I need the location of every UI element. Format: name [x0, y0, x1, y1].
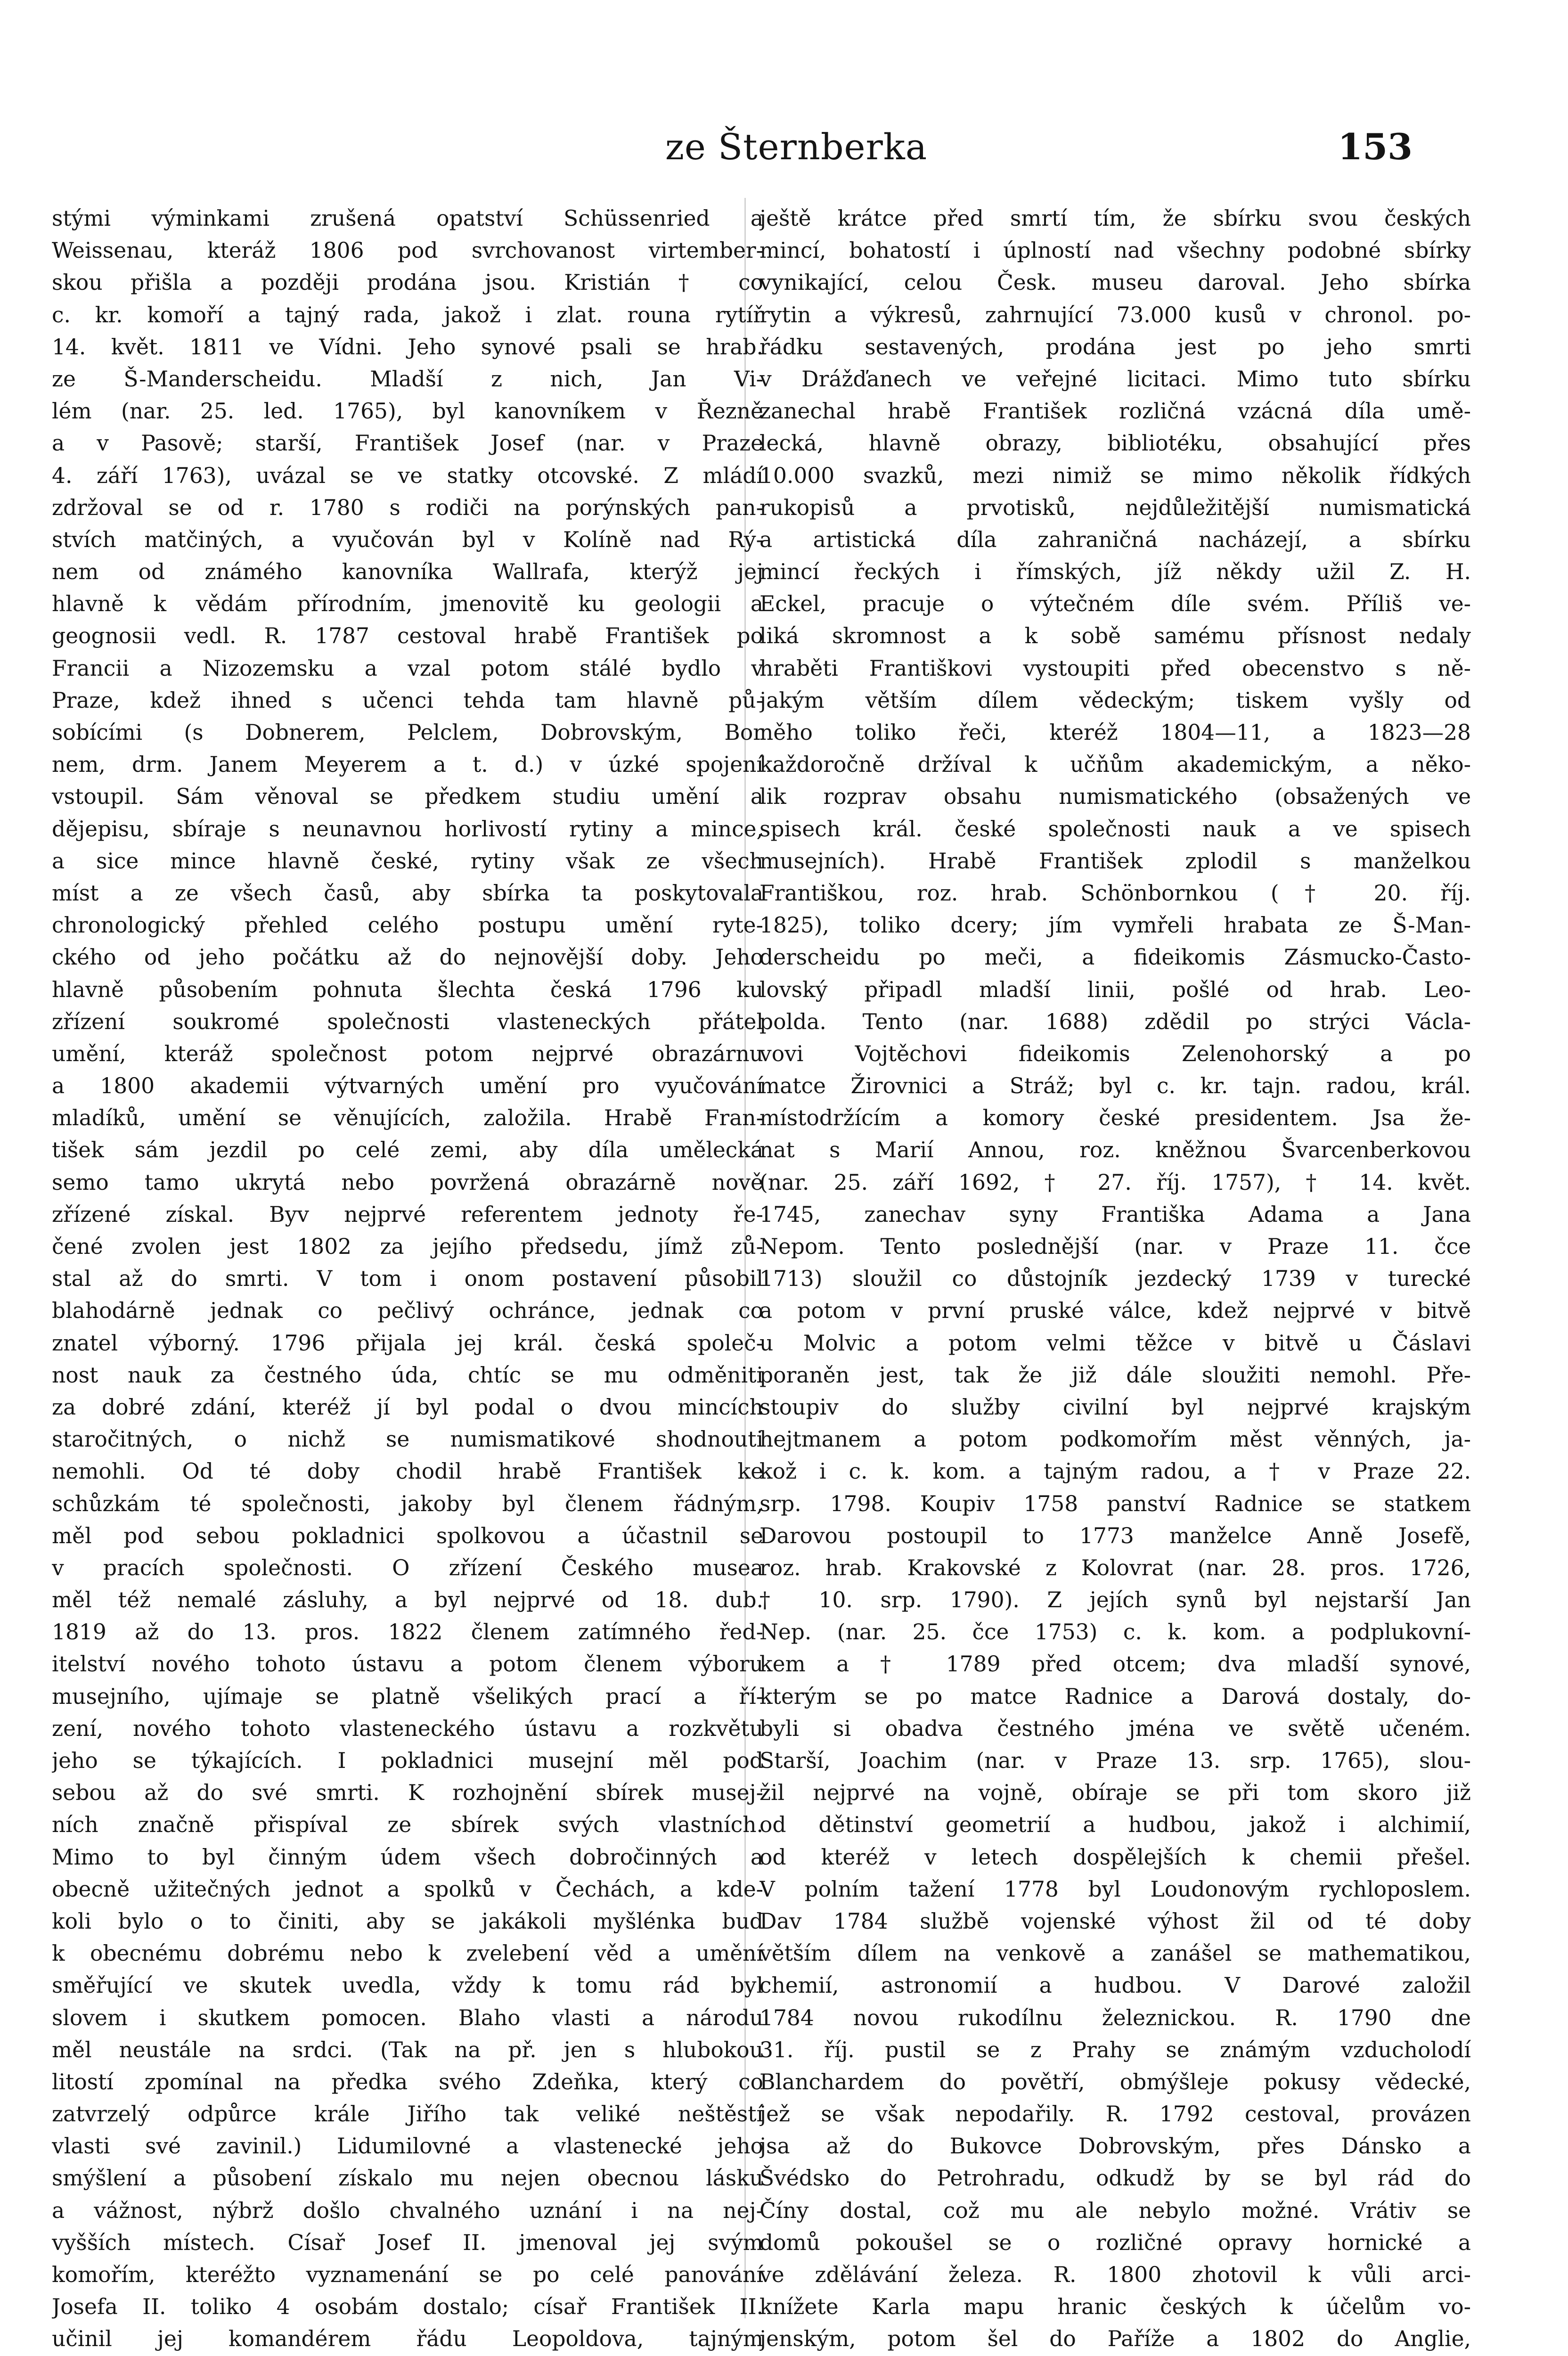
text-line: umění, kteráž společnost potom nejprvé obrazárnu — [52, 1041, 763, 1066]
text-line: jakým větším dílem vědeckým; tiskem vyšly od — [760, 687, 1471, 713]
text-line: měl pod sebou pokladnici spolkovou a účastnil se — [52, 1523, 763, 1548]
text-line: 10.000 svazků, mezi nimiž se mimo několik řídkých — [760, 463, 1471, 488]
text-line: litostí zpomínal na předka svého Zdeňka, který co — [52, 2069, 763, 2094]
text-line: Starší, Joachim (nar. v Praze 13. srp. 1765), slou- — [760, 1748, 1471, 1773]
text-line: stvích matčiných, a vyučován byl v Kolíně nad Rý- — [52, 527, 763, 552]
text-line: v Drážďanech ve veřejné licitaci. Mimo tuto sbírku — [760, 366, 1471, 392]
text-line: Weissenau, kteráž 1806 pod svrchovanost virtember- — [52, 238, 763, 263]
text-line: nem od známého kanovníka Wallrafa, kterýž jej — [52, 559, 763, 585]
text-line: a 1800 akademii výtvarných umění pro vyučování — [52, 1073, 763, 1099]
text-line: směřující ve skutek uvedla, vždy k tomu rád byl — [52, 1973, 763, 1998]
text-line: stal až do smrti. V tom i onom postavení působil — [52, 1266, 763, 1292]
text-line: nem, drm. Janem Meyerem a t. d.) v úzké spojení — [52, 752, 763, 777]
text-line: zení, nového tohoto vlasteneckého ústavu a rozkvětu — [52, 1716, 763, 1741]
text-line: zanechal hrabě František rozličná vzácná díla umě- — [760, 399, 1471, 424]
text-line: mincí řeckých i římských, jíž někdy užil Z. H. — [760, 559, 1471, 585]
text-line: mincí, bohatostí i úplností nad všechny podobné sbírky — [760, 238, 1471, 263]
text-line: chemií, astronomií a hudbou. V Darové založil — [760, 1973, 1471, 1998]
text-line: jeho se týkajících. I pokladnici musejní měl pod — [52, 1748, 763, 1773]
text-line: k obecnému dobrému nebo k zvelebení věd a umění — [52, 1941, 763, 1966]
text-line: kož i c. k. kom. a tajným radou, a † v Praze 22. — [760, 1459, 1471, 1484]
text-line: 4. září 1763), uvázal se ve statky otcovské. Z mládí — [52, 463, 763, 488]
text-line: řádku sestavených, prodána jest po jeho smrti — [760, 334, 1471, 360]
text-line: učinil jej komandérem řádu Leopoldova, tajným — [52, 2326, 763, 2352]
text-line: chronologický přehled celého postupu umění ryte- — [52, 913, 763, 938]
text-line: Praze, kdež ihned s učenci tehda tam hlavně pů- — [52, 687, 763, 713]
running-head: ze Šternberka — [665, 126, 928, 168]
text-line: 1825), toliko dcery; jím vymřeli hrabata ze Š-Man- — [760, 913, 1471, 938]
text-line: ckého od jeho počátku až do nejnovější doby. Jeho — [52, 945, 763, 970]
text-line: V polním tažení 1778 byl Loudonovým rychloposlem. — [760, 1876, 1471, 1902]
text-line: znatel výborný. 1796 přijala jej král. česká společ- — [52, 1330, 763, 1356]
text-line: poraněn jest, tak že již dále sloužiti nemohl. Pře- — [760, 1362, 1471, 1388]
text-line: geognosii vedl. R. 1787 cestoval hrabě František po — [52, 623, 763, 649]
text-line: vlasti své zavinil.) Lidumilovné a vlastenecké jeho — [52, 2134, 763, 2159]
text-line: dějepisu, sbíraje s neunavnou horlivostí rytiny a mince, — [52, 816, 763, 842]
text-line: Františkou, roz. hrab. Schönbornkou († 20. říj. — [760, 880, 1471, 906]
text-line: měl neustále na srdci. (Tak na př. jen s hlubokou — [52, 2037, 763, 2062]
text-line: ze Š-Manderscheidu. Mladší z nich, Jan Vi- — [52, 366, 763, 392]
text-line: lém (nar. 25. led. 1765), byl kanovníkem v Řezně — [52, 399, 763, 424]
text-line: zatvrzelý odpůrce krále Jiřího tak veliké neštěstí — [52, 2102, 763, 2127]
text-line: musejního, ujímaje se platně všelikých prací a ří- — [52, 1684, 763, 1709]
text-line: hejtmanem a potom podkomořím měst věnných, ja- — [760, 1427, 1471, 1452]
text-line: musejních). Hrabě František zplodil s manželkou — [760, 848, 1471, 874]
text-line: měl též nemalé zásluhy, a byl nejprvé od 18. dub. — [52, 1587, 763, 1613]
text-line: zdržoval se od r. 1780 s rodiči na porýnských pan- — [52, 495, 763, 520]
text-line: v pracích společnosti. O zřízení Českého musea — [52, 1555, 763, 1580]
text-line: Nepom. Tento poslednější (nar. v Praze 11. čce — [760, 1234, 1471, 1259]
text-line: a sice mince hlavně české, rytiny však ze všech — [52, 848, 763, 874]
text-line: jenským, potom šel do Paříže a 1802 do Anglie, — [760, 2326, 1471, 2352]
text-line: knížete Karla mapu hranic českých k účelům vo- — [760, 2294, 1471, 2320]
text-line: a potom v první pruské válce, kdež nejprvé v bitvě — [760, 1298, 1471, 1324]
text-line: za dobré zdání, kteréž jí byl podal o dvou mincích — [52, 1394, 763, 1420]
text-line: derscheidu po meči, a fideikomis Zásmucko-Často- — [760, 945, 1471, 970]
text-line: jsa až do Bukovce Dobrovským, přes Dánsko a — [760, 2134, 1471, 2159]
text-line: (nar. 25. září 1692, † 27. říj. 1757), † 14. květ. — [760, 1170, 1471, 1195]
text-line: stými výminkami zrušená opatství Schüssenried a — [52, 206, 763, 231]
text-line: od dětinství geometrií a hudbou, jakož i alchimií, — [760, 1812, 1471, 1838]
text-line: lik rozprav obsahu numismatického (obsažených ve — [760, 784, 1471, 810]
text-line: Nep. (nar. 25. čce 1753) c. k. kom. a podplukovní- — [760, 1620, 1471, 1645]
text-line: c. kr. komoří a tajný rada, jakož i zlat. rouna rytíř — [52, 302, 763, 327]
text-line: Mimo to byl činným údem všech dobročinných a — [52, 1844, 763, 1870]
text-line: lecká, hlavně obrazy, bibliotéku, obsahující přes — [760, 431, 1471, 456]
text-line: srp. 1798. Koupiv 1758 panství Radnice se statkem — [760, 1491, 1471, 1516]
text-line: schůzkám té společnosti, jakoby byl členem řádným, — [52, 1491, 763, 1516]
text-line: u Molvic a potom velmi těžce v bitvě u Čáslavi — [760, 1330, 1471, 1356]
text-line: ních značně přispíval ze sbírek svých vlastních. — [52, 1812, 763, 1838]
text-line: vynikající, celou Česk. museu daroval. Jeho sbírka — [760, 270, 1471, 295]
text-line: komořím, kteréžto vyznamenání se po celé panování — [52, 2262, 763, 2287]
text-line: jež se však nepodařily. R. 1792 cestoval, provázen — [760, 2102, 1471, 2127]
text-line: Josefa II. toliko 4 osobám dostalo; císař František II. — [52, 2294, 763, 2320]
text-line: staročitných, o nichž se numismatikové shodnouti — [52, 1427, 763, 1452]
text-line: Číny dostal, což mu ale nebylo možné. Vrátiv se — [760, 2198, 1471, 2223]
text-line: hlavně působením pohnuta šlechta česká 1796 ku — [52, 977, 763, 1002]
text-line: a v Pasově; starší, František Josef (nar. v Praze — [52, 431, 763, 456]
right-column — [760, 203, 1471, 2356]
page-number: 153 — [1338, 126, 1413, 168]
text-line: žil nejprvé na vojně, obíraje se při tom skoro již — [760, 1780, 1471, 1806]
text-line: nemohli. Od té doby chodil hrabě František ke — [52, 1459, 763, 1484]
text-line: spisech král. české společnosti nauk a ve spisech — [760, 816, 1471, 842]
text-line: vstoupil. Sám věnoval se předkem studiu umění a — [52, 784, 763, 810]
text-line: vovi Vojtěchovi fideikomis Zelenohorský a po — [760, 1041, 1471, 1066]
text-line: polda. Tento (nar. 1688) zdědil po strýci Václa- — [760, 1009, 1471, 1034]
text-line: 1819 až do 13. pros. 1822 členem zatímného řed- — [52, 1620, 763, 1645]
text-line: smýšlení a působení získalo mu nejen obecnou lásku — [52, 2166, 763, 2191]
text-line: tišek sám jezdil po celé zemi, aby díla umělecká — [52, 1137, 763, 1163]
text-line: 1784 novou rukodílnu železnickou. R. 1790 dne — [760, 2005, 1471, 2030]
text-line: Francii a Nizozemsku a vzal potom stálé bydlo v — [52, 655, 763, 681]
text-line: obecně užitečných jednot a spolků v Čechách, a kde- — [52, 1876, 763, 1902]
text-line: blahodárně jednak co pečlivý ochránce, jednak co — [52, 1298, 763, 1324]
text-line: a artistická díla zahraničná nacházejí, a sbírku — [760, 527, 1471, 552]
text-line: itelství nového tohoto ústavu a potom členem výboru — [52, 1652, 763, 1677]
text-line: zřízení soukromé společnosti vlasteneckých přátel — [52, 1009, 763, 1034]
text-line: kterým se po matce Radnice a Darová dostaly, do- — [760, 1684, 1471, 1709]
text-line: rukopisů a prvotisků, nejdůležitější numismatická — [760, 495, 1471, 520]
text-line: slovem i skutkem pomocen. Blaho vlasti a národu — [52, 2005, 763, 2030]
text-line: lovský připadl mladší linii, pošlé od hrab. Leo- — [760, 977, 1471, 1002]
text-line: 1713) sloužil co důstojník jezdecký 1739 v turecké — [760, 1266, 1471, 1292]
text-line: matce Žirovnici a Stráž; byl c. kr. tajn. radou, král. — [760, 1073, 1471, 1099]
text-line: roz. hrab. Krakovské z Kolovrat (nar. 28. pros. 1726, — [760, 1555, 1471, 1580]
text-line: skou přišla a později prodána jsou. Kristián † co — [52, 270, 763, 295]
text-line: hlavně k vědám přírodním, jmenovitě ku geologii a — [52, 591, 763, 617]
text-line: každoročně držíval k učňům akademickým, a něko- — [760, 752, 1471, 777]
text-line: Dav 1784 službě vojenské výhost žil od té doby — [760, 1908, 1471, 1934]
text-line: míst a ze všech časů, aby sbírka ta poskytovala — [52, 880, 763, 906]
text-line: Blanchardem do povětří, obmýšleje pokusy vědecké, — [760, 2069, 1471, 2094]
text-line: 14. květ. 1811 ve Vídni. Jeho synové psali se hrab. — [52, 334, 763, 360]
text-line: † 10. srp. 1790). Z jejích synů byl nejstarší Jan — [760, 1587, 1471, 1613]
text-line: hraběti Františkovi vystoupiti před obecenstvo s ně- — [760, 655, 1471, 681]
text-line: místodržícím a komory české presidentem. Jsa že- — [760, 1105, 1471, 1131]
text-line: byli si obadva čestného jména ve světě učeném. — [760, 1716, 1471, 1741]
text-line: větším dílem na venkově a zanášel se mathematikou, — [760, 1941, 1471, 1966]
text-line: sobícími (s Dobnerem, Pelclem, Dobrovským, Bor — [52, 720, 763, 745]
text-line: Darovou postoupil to 1773 manželce Anně Josefě, — [760, 1523, 1471, 1548]
text-line: Švédsko do Petrohradu, odkudž by se byl rád do — [760, 2166, 1471, 2191]
text-line: 31. říj. pustil se z Prahy se známým vzducholodí — [760, 2037, 1471, 2062]
text-line: vyšších místech. Císař Josef II. jmenoval jej svým — [52, 2230, 763, 2255]
text-line: sebou až do své smrti. K rozhojnění sbírek musej- — [52, 1780, 763, 1806]
text-line: nost nauk za čestného úda, chtíc se mu odměniti — [52, 1362, 763, 1388]
text-line: od kteréž v letech dospělejších k chemii přešel. — [760, 1844, 1471, 1870]
left-column — [52, 203, 763, 2356]
text-line: a vážnost, nýbrž došlo chvalného uznání i na nej- — [52, 2198, 763, 2223]
text-line: 1745, zanechav syny Františka Adama a Jana — [760, 1202, 1471, 1227]
text-line: rytin a výkresů, zahrnující 73.000 kusů v chronol. po- — [760, 302, 1471, 327]
text-line: zřízené získal. Byv nejprvé referentem jednoty ře- — [52, 1202, 763, 1227]
text-line: kem a † 1789 před otcem; dva mladší synové, — [760, 1652, 1471, 1677]
text-line: nat s Marií Annou, roz. kněžnou Švarcenberkovou — [760, 1137, 1471, 1163]
text-line: stoupiv do služby civilní byl nejprvé krajským — [760, 1394, 1471, 1420]
text-line: koli bylo o to činiti, aby se jakákoli myšlénka buď — [52, 1908, 763, 1934]
text-line: mladíků, umění se věnujících, založila. Hrabě Fran- — [52, 1105, 763, 1131]
text-line: domů pokoušel se o rozličné opravy hornické a — [760, 2230, 1471, 2255]
text-line: ve zdělávání železa. R. 1800 zhotovil k vůli arci- — [760, 2262, 1471, 2287]
text-line: něho toliko řeči, kteréž 1804—11, a 1823—28 — [760, 720, 1471, 745]
text-line: čené zvolen jest 1802 za jejího předsedu, jímž zů- — [52, 1234, 763, 1259]
text-line: ještě krátce před smrtí tím, že sbírku svou českých — [760, 206, 1471, 231]
text-line: liká skromnost a k sobě samému přísnost nedaly — [760, 623, 1471, 649]
text-line: Eckel, pracuje o výtečném díle svém. Příliš ve- — [760, 591, 1471, 617]
text-line: semo tamo ukrytá nebo povržená obrazárně nově — [52, 1170, 763, 1195]
